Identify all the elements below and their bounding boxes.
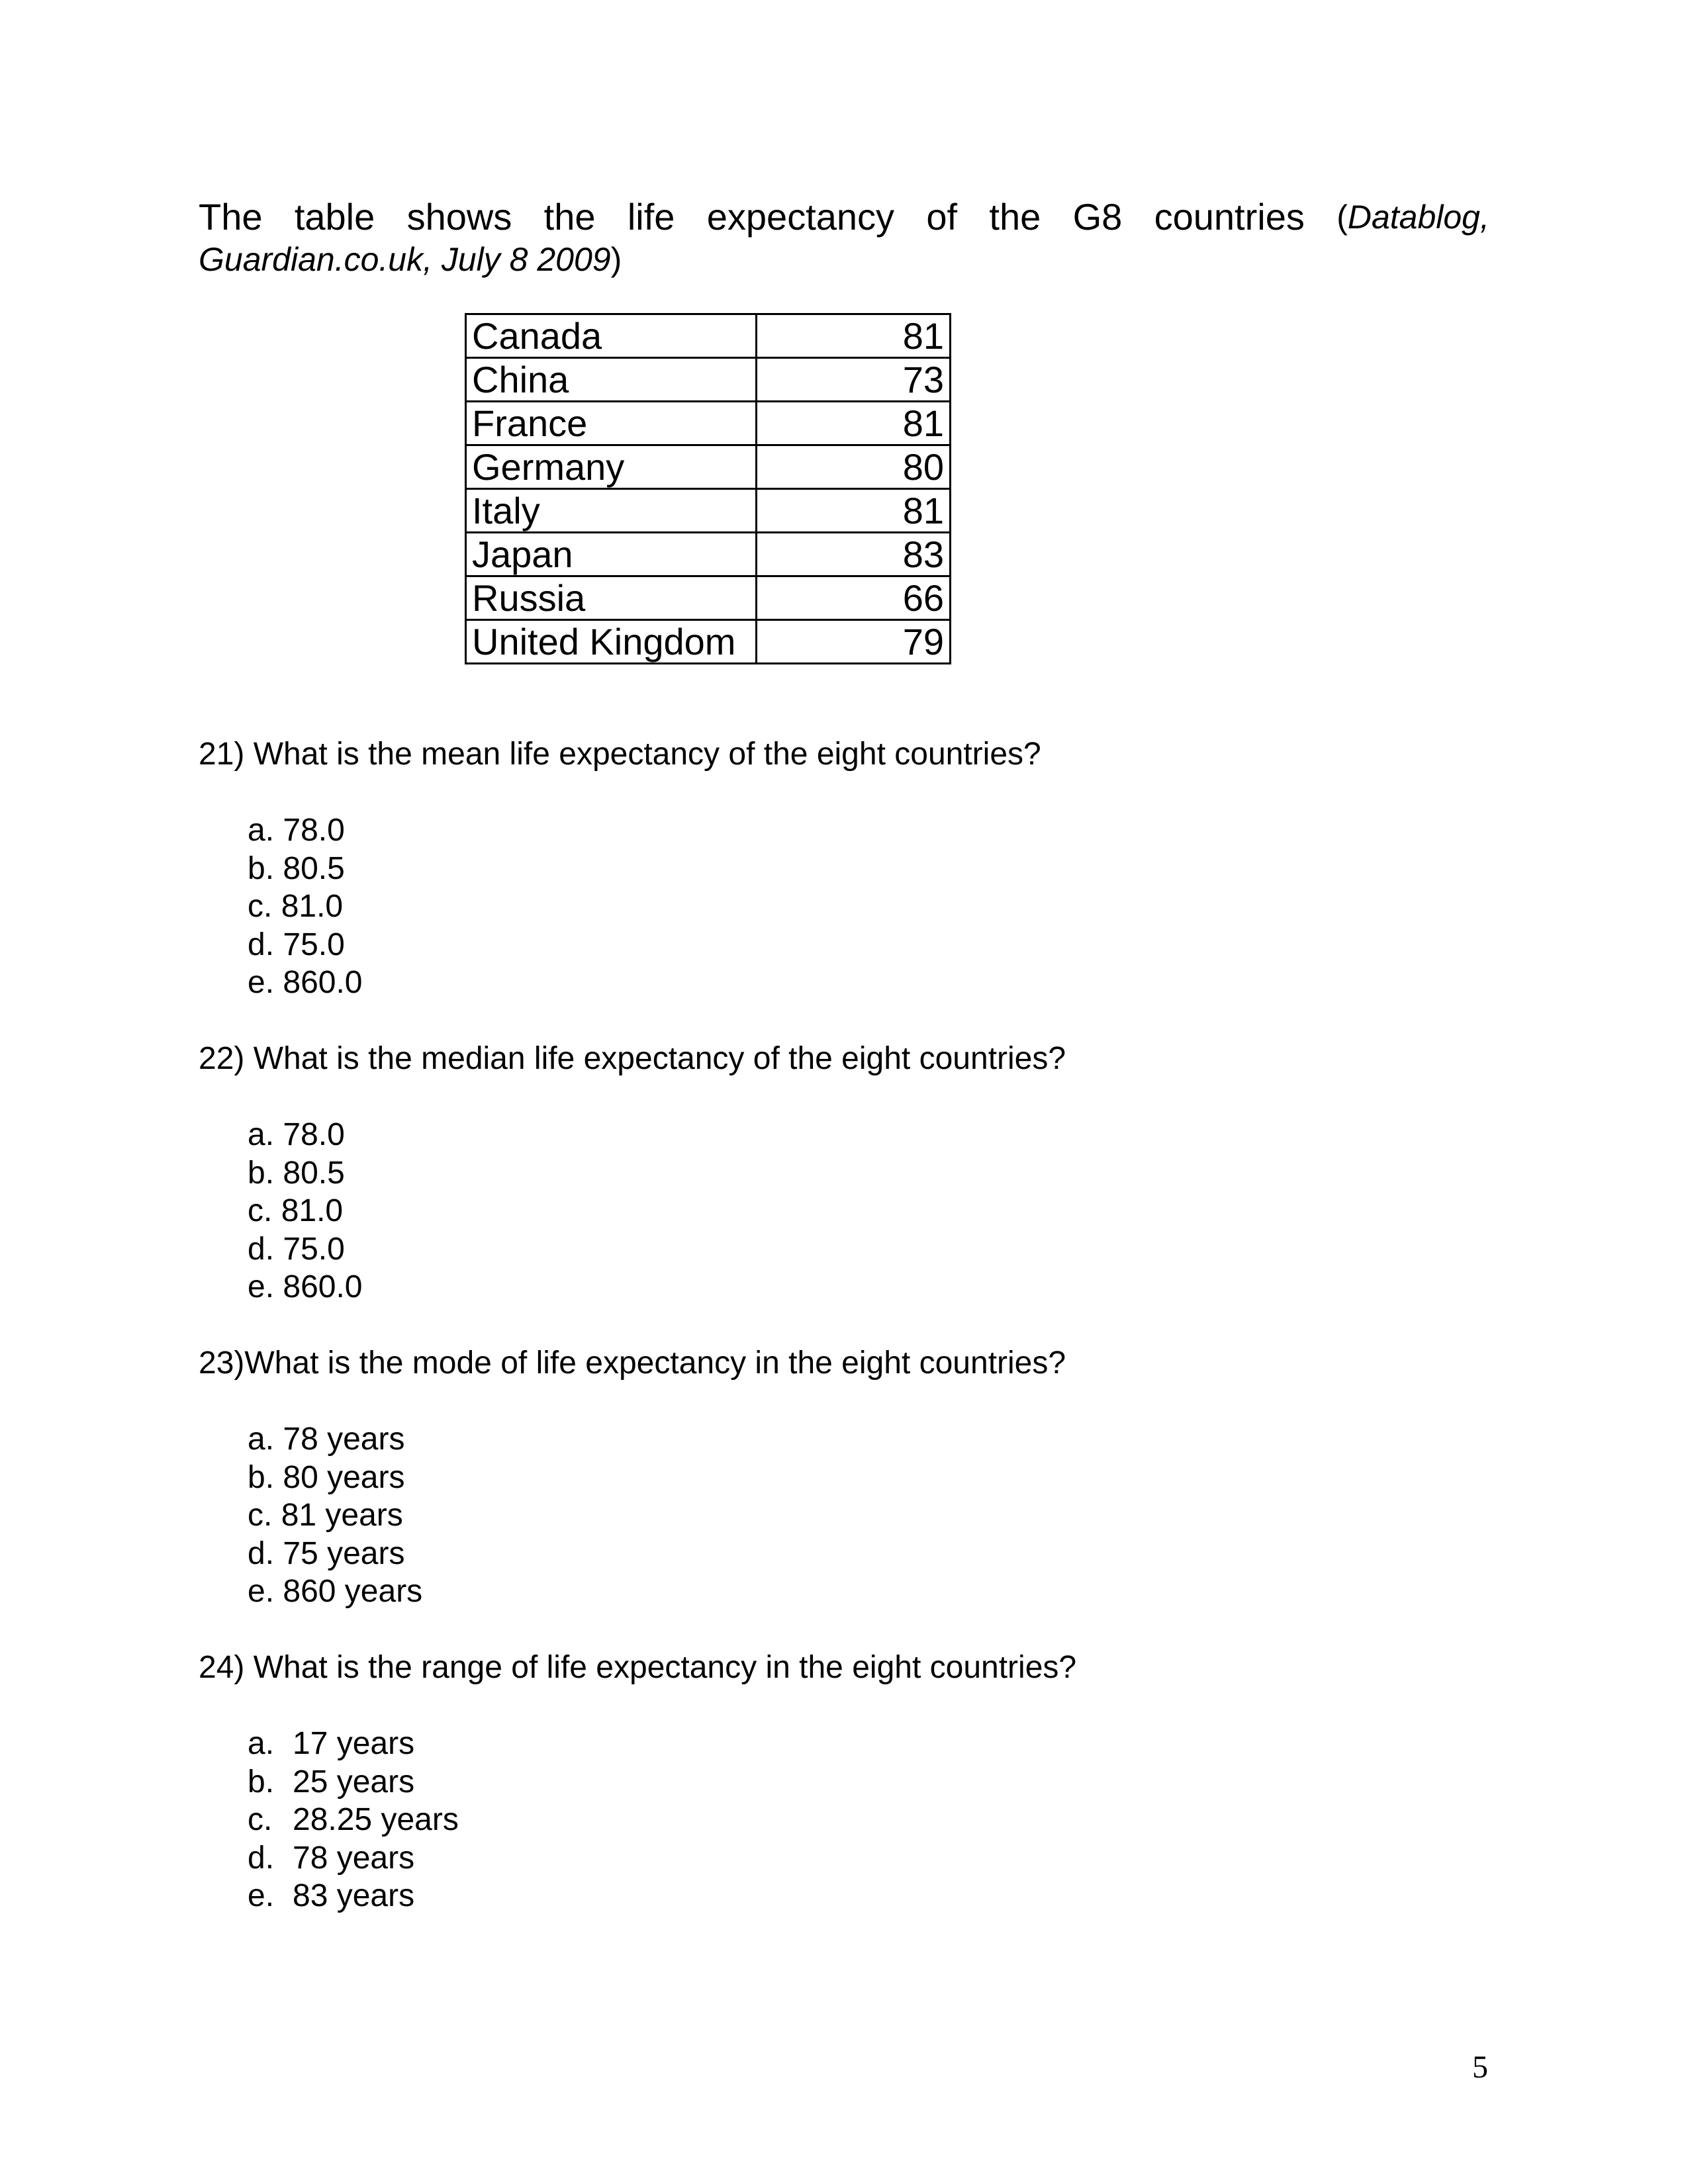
option-label: a. bbox=[248, 1422, 275, 1457]
value-cell: 83 bbox=[757, 533, 951, 576]
option-e bbox=[248, 964, 363, 1002]
source-line-1: Datablog, bbox=[1347, 199, 1489, 236]
option-label: e. bbox=[248, 1878, 275, 1913]
option-text: 860 years bbox=[283, 1574, 423, 1609]
option-label: e. bbox=[248, 965, 275, 1000]
question-23: 23)What is the mode of life expectancy in the eight countries? bbox=[199, 1345, 1066, 1381]
life-expectancy-table bbox=[465, 313, 951, 664]
value-cell: 81 bbox=[757, 402, 951, 445]
option-d bbox=[248, 1230, 363, 1269]
option-label: b. bbox=[248, 1459, 275, 1495]
country-cell: Russia bbox=[466, 576, 757, 620]
source-citation-start bbox=[1336, 196, 1489, 238]
option-label: b. bbox=[248, 1155, 275, 1191]
page-number: 5 bbox=[1472, 2050, 1488, 2085]
question-24-options bbox=[248, 1725, 459, 1915]
option-b bbox=[248, 1459, 422, 1497]
option-label: d. bbox=[248, 927, 275, 962]
option-text: 81.0 bbox=[281, 889, 344, 924]
intro-line-2 bbox=[199, 238, 1489, 281]
value-cell: 73 bbox=[757, 358, 951, 402]
option-label: b. bbox=[248, 1764, 275, 1799]
option-text: 83 years bbox=[293, 1878, 415, 1913]
option-label: e. bbox=[248, 1574, 275, 1609]
option-a bbox=[248, 1116, 363, 1154]
option-b bbox=[248, 1763, 459, 1801]
option-text: 81 years bbox=[281, 1498, 403, 1533]
country-cell: Germany bbox=[466, 445, 757, 489]
value-cell: 79 bbox=[757, 620, 951, 664]
option-label: c. bbox=[248, 1498, 273, 1533]
option-text: 860.0 bbox=[283, 965, 363, 1000]
country-cell: Canada bbox=[466, 314, 757, 358]
option-a bbox=[248, 1420, 422, 1459]
country-cell: United Kingdom bbox=[466, 620, 757, 664]
option-d bbox=[248, 926, 363, 964]
question-21-options bbox=[248, 811, 363, 1002]
intro-word: the bbox=[543, 196, 596, 238]
source-open-paren: ( bbox=[1336, 199, 1348, 236]
intro-word: The bbox=[199, 196, 263, 238]
option-label: a. bbox=[248, 1726, 275, 1761]
option-text: 75 years bbox=[283, 1535, 405, 1571]
option-text: 25 years bbox=[293, 1764, 415, 1799]
value-cell: 66 bbox=[757, 576, 951, 620]
table-row bbox=[466, 533, 951, 576]
option-b bbox=[248, 1154, 363, 1193]
source-line-2: Guardian.co.uk, July 8 2009 bbox=[199, 241, 611, 278]
table-row bbox=[466, 402, 951, 445]
option-label: e. bbox=[248, 1269, 275, 1304]
option-c bbox=[248, 1801, 459, 1839]
option-text: 78 years bbox=[283, 1422, 405, 1457]
question-22: 22) What is the median life expectancy of the eight countries? bbox=[199, 1041, 1066, 1076]
option-e bbox=[248, 1268, 363, 1306]
intro-word: the bbox=[989, 196, 1041, 238]
option-label: c. bbox=[248, 1802, 273, 1837]
option-b bbox=[248, 850, 363, 888]
intro-word: table bbox=[294, 196, 375, 238]
option-text: 78.0 bbox=[283, 1117, 345, 1152]
option-text: 80.5 bbox=[283, 1155, 345, 1191]
option-e bbox=[248, 1877, 459, 1915]
option-text: 75.0 bbox=[283, 1231, 345, 1267]
option-text: 80.5 bbox=[283, 850, 345, 886]
country-cell: Italy bbox=[466, 489, 757, 533]
table-row bbox=[466, 314, 951, 358]
option-label: a. bbox=[248, 1117, 275, 1152]
option-text: 75.0 bbox=[283, 927, 345, 962]
question-21: 21) What is the mean life expectancy of the eight countries? bbox=[199, 737, 1041, 772]
option-label: a. bbox=[248, 813, 275, 848]
country-cell: China bbox=[466, 358, 757, 402]
intro-word: of bbox=[926, 196, 958, 238]
option-label: c. bbox=[248, 889, 273, 924]
option-text: 78.0 bbox=[283, 813, 345, 848]
option-text: 80 years bbox=[283, 1459, 405, 1495]
table-row bbox=[466, 358, 951, 402]
source-close-paren: ) bbox=[610, 241, 622, 278]
option-d bbox=[248, 1839, 459, 1878]
value-cell: 80 bbox=[757, 445, 951, 489]
option-label: c. bbox=[248, 1193, 273, 1228]
option-a bbox=[248, 811, 363, 850]
table-row bbox=[466, 576, 951, 620]
country-cell: France bbox=[466, 402, 757, 445]
option-label: d. bbox=[248, 1231, 275, 1267]
intro-word: life bbox=[627, 196, 675, 238]
option-c bbox=[248, 1192, 363, 1230]
intro-word: expectancy bbox=[706, 196, 895, 238]
intro-word: G8 bbox=[1072, 196, 1123, 238]
value-cell: 81 bbox=[757, 314, 951, 358]
option-text: 78 years bbox=[293, 1840, 415, 1876]
option-label: d. bbox=[248, 1535, 275, 1571]
country-cell: Japan bbox=[466, 533, 757, 576]
intro-word: countries bbox=[1154, 196, 1305, 238]
question-24: 24) What is the range of life expectancy in the eight countries? bbox=[199, 1650, 1077, 1685]
option-text: 17 years bbox=[293, 1726, 415, 1761]
option-text: 81.0 bbox=[281, 1193, 344, 1228]
question-22-options bbox=[248, 1116, 363, 1306]
intro-word: shows bbox=[406, 196, 512, 238]
option-c bbox=[248, 1496, 422, 1535]
option-label: b. bbox=[248, 850, 275, 886]
option-label: d. bbox=[248, 1840, 275, 1876]
option-a bbox=[248, 1725, 459, 1763]
value-cell: 81 bbox=[757, 489, 951, 533]
intro-paragraph bbox=[199, 196, 1489, 281]
option-e bbox=[248, 1572, 422, 1611]
option-text: 860.0 bbox=[283, 1269, 363, 1304]
option-c bbox=[248, 887, 363, 926]
table-row bbox=[466, 489, 951, 533]
table-row bbox=[466, 445, 951, 489]
intro-line-1 bbox=[199, 196, 1489, 238]
option-text: 28.25 years bbox=[293, 1802, 459, 1837]
option-d bbox=[248, 1535, 422, 1573]
table-row bbox=[466, 620, 951, 664]
question-23-options bbox=[248, 1420, 422, 1611]
